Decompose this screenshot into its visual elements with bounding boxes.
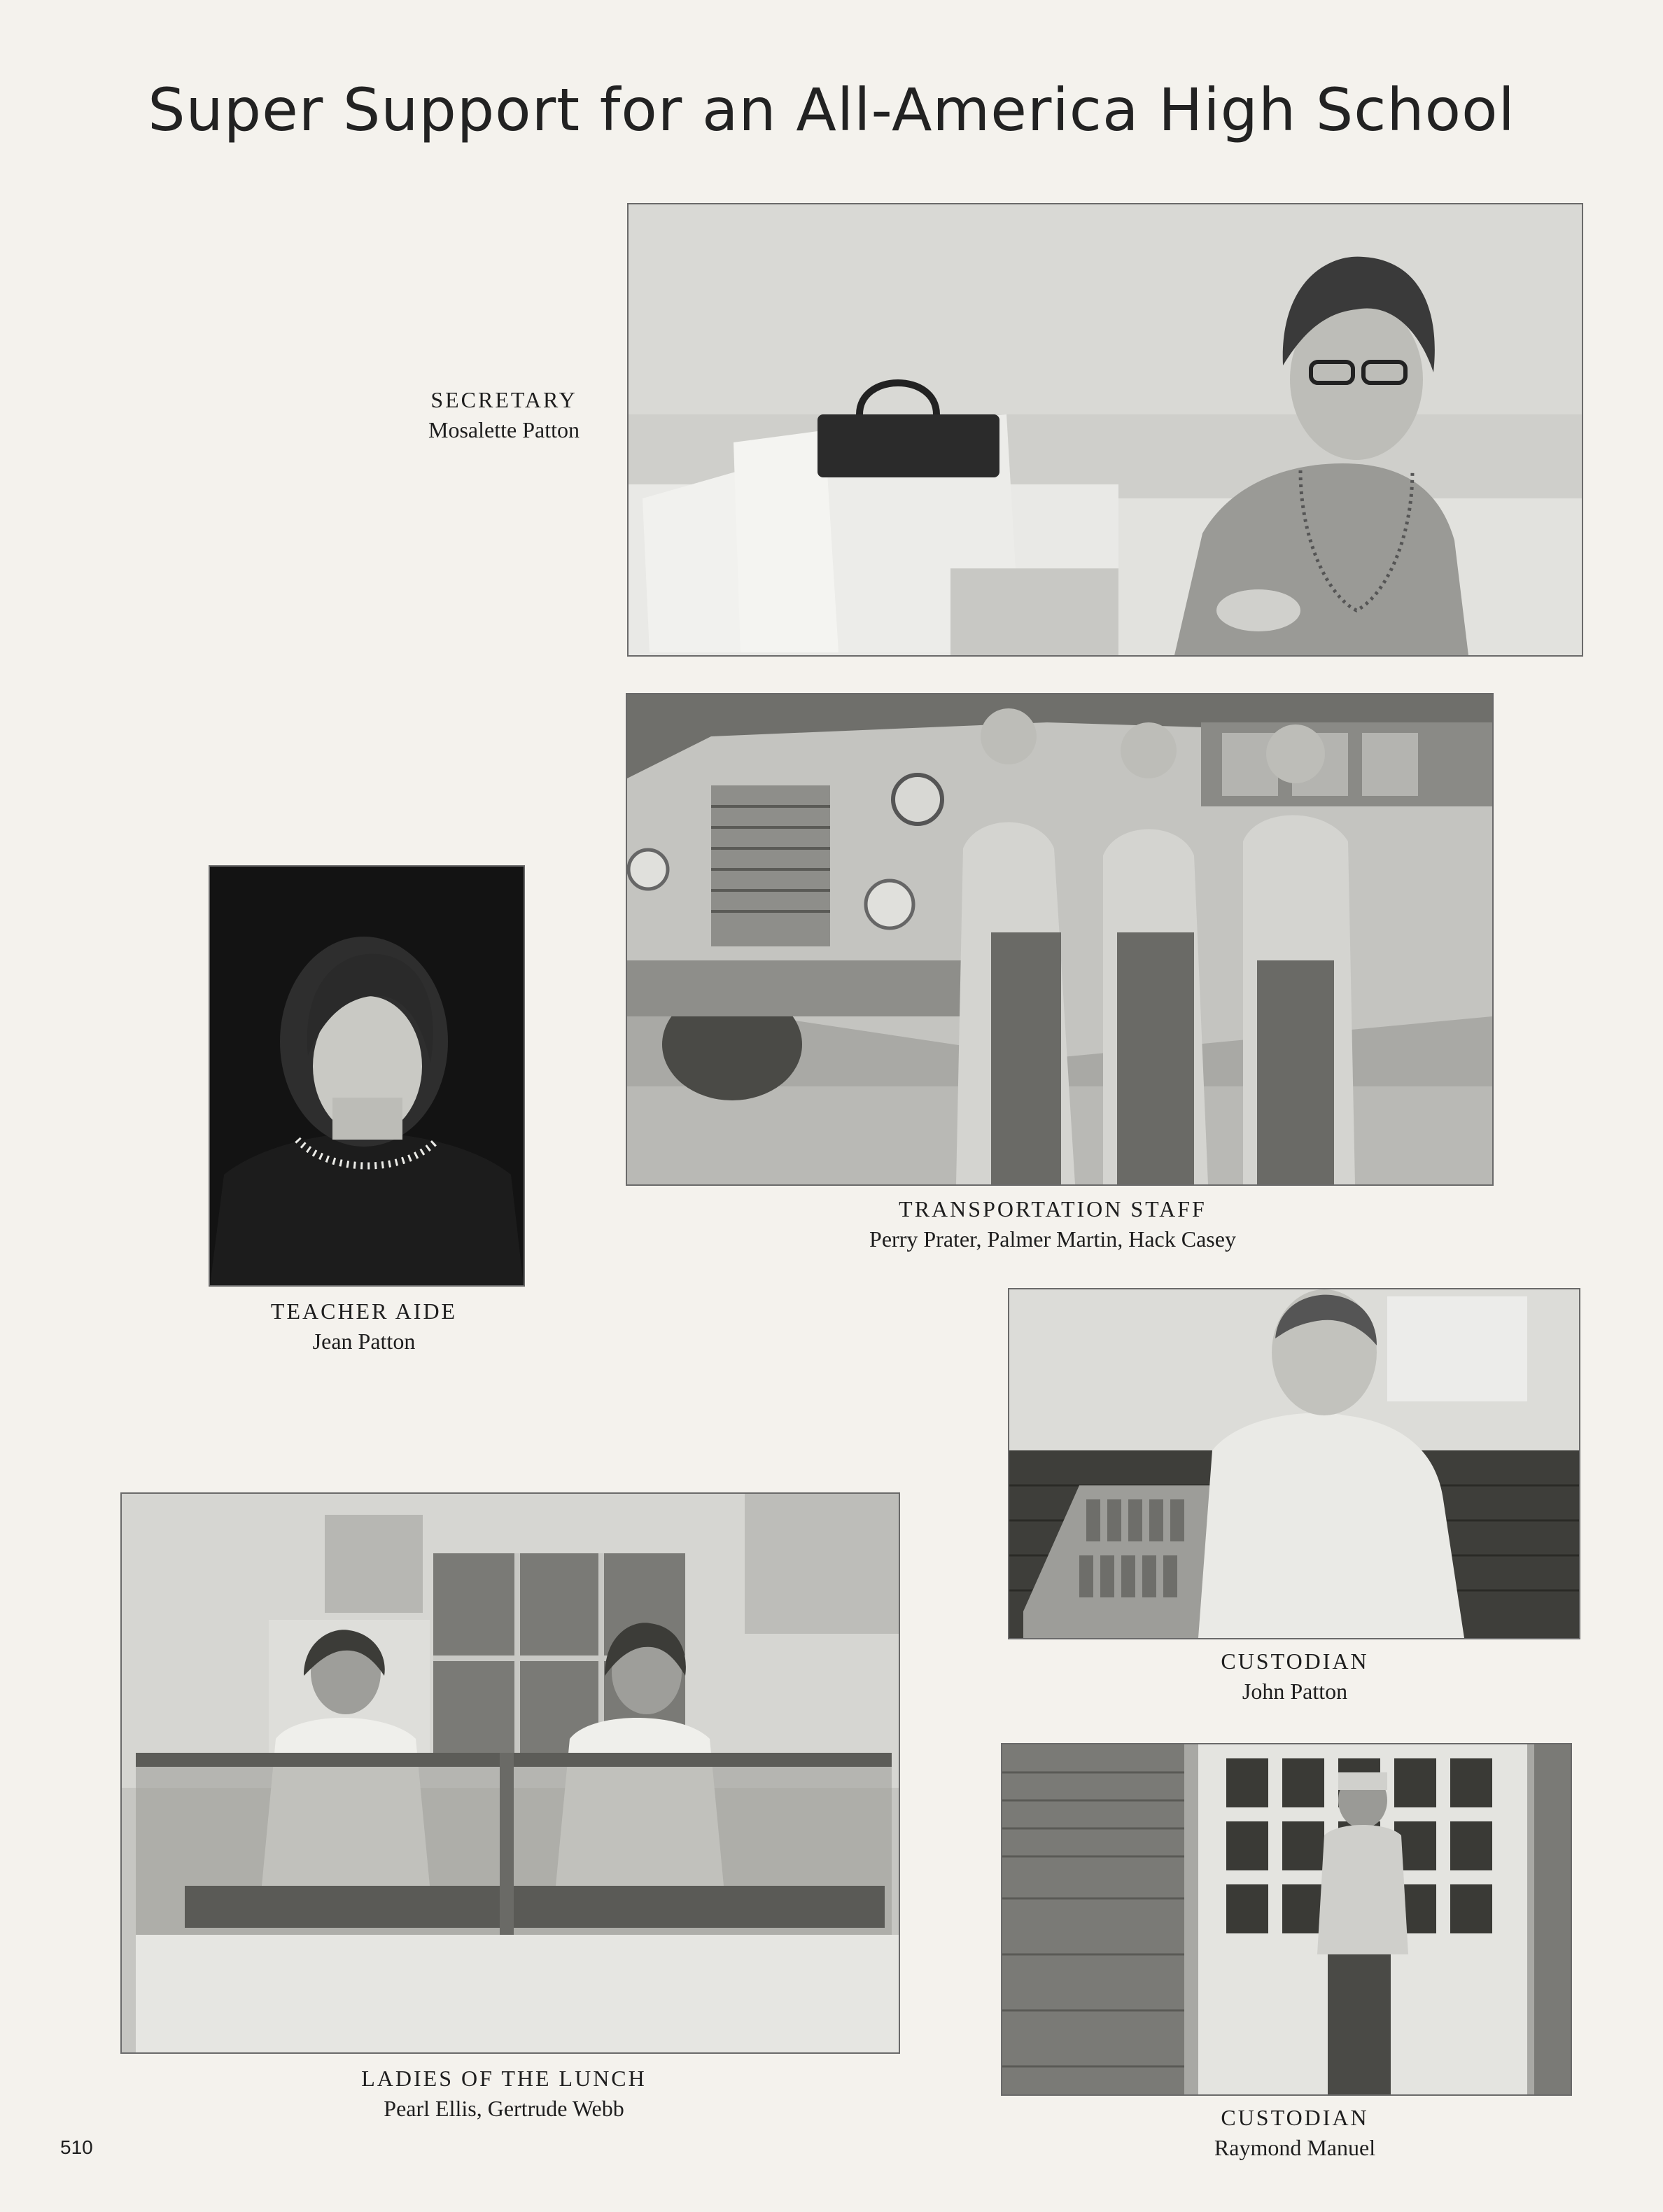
custodian-raymond-role: CUSTODIAN xyxy=(1221,2105,1369,2130)
custodian-john-photo xyxy=(1008,1288,1580,1639)
lunch-role: LADIES OF THE LUNCH xyxy=(361,2066,647,2091)
custodian-raymond-caption xyxy=(1134,2103,1456,2163)
secretary-names: Mosalette Patton xyxy=(428,417,580,442)
teacher-aide-photo xyxy=(209,865,525,1287)
secretary-photo xyxy=(627,203,1583,657)
custodian-raymond-photo xyxy=(1001,1743,1572,2096)
transportation-caption xyxy=(759,1194,1347,1254)
transportation-names: Perry Prater, Palmer Martin, Hack Casey xyxy=(869,1226,1236,1252)
page-number: 510 xyxy=(60,2136,93,2158)
custodian-john-caption xyxy=(1134,1646,1456,1707)
teacher-aide-names: Jean Patton xyxy=(312,1329,416,1354)
lunch-photo xyxy=(120,1492,900,2054)
custodian-john-names: John Patton xyxy=(1242,1679,1348,1704)
teacher-aide-role: TEACHER AIDE xyxy=(270,1298,458,1324)
teacher-aide-caption xyxy=(210,1296,518,1357)
secretary-role: SECRETARY xyxy=(430,387,577,412)
custodian-raymond-names: Raymond Manuel xyxy=(1214,2135,1376,2160)
custodian-john-role: CUSTODIAN xyxy=(1221,1648,1369,1674)
secretary-caption xyxy=(392,385,616,445)
page-title: Super Support for an All-America High School xyxy=(148,76,1515,144)
transportation-role: TRANSPORTATION STAFF xyxy=(899,1196,1207,1222)
lunch-names: Pearl Ellis, Gertrude Webb xyxy=(384,2096,624,2121)
transportation-photo xyxy=(626,693,1494,1186)
lunch-caption xyxy=(322,2064,686,2124)
